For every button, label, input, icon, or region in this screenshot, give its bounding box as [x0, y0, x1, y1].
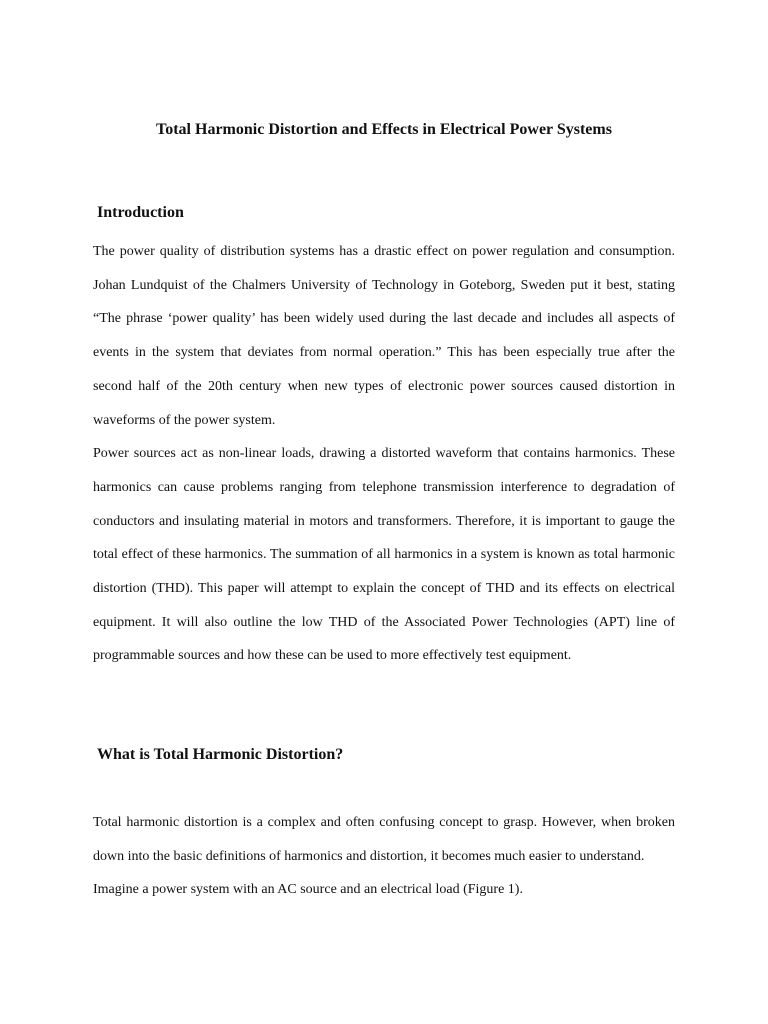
paragraph: The power quality of distribution systems has a drastic effect on power regulation and consumption. Johan Lundquist of the Chalmers University of Technology in Goteborg, Sweden put it best, stating “The phrase ‘power quality’ has been widely used during the last decade and includes all aspects of events in the system that deviates from normal operation.” This has been especially true after the second half of the 20th century when new types of electronic power sources caused distortion in waveforms of the power system.: [93, 244, 675, 428]
section-body-what-is-thd: [93, 806, 675, 907]
paragraph: Power sources act as non-linear loads, drawing a distorted waveform that contains harmonics. These harmonics can cause problems ranging from telephone transmission interference to degradation of conductors and insulating material in motors and transformers. Therefore, it is important to gauge the total effect of these harmonics. The summation of all harmonics in a system is known as total harmonic distortion (THD). This paper will attempt to explain the concept of THD and its effects on electrical equipment. It will also outline the low THD of the Associated Power Technologies (APT) line of programmable sources and how these can be used to more effectively test equipment.: [93, 446, 675, 664]
document-title: Total Harmonic Distortion and Effects in Electrical Power Systems: [156, 121, 612, 138]
section-heading-what-is-thd: What is Total Harmonic Distortion?: [97, 746, 344, 763]
section-body-introduction: [93, 235, 675, 673]
paragraph: Imagine a power system with an AC source and an electrical load (Figure 1).: [93, 882, 523, 898]
section-heading-introduction: Introduction: [97, 204, 184, 221]
paragraph: Total harmonic distortion is a complex and often confusing concept to grasp. However, when broken down into the basic definitions of harmonics and distortion, it becomes much easier to understand.: [93, 815, 675, 864]
